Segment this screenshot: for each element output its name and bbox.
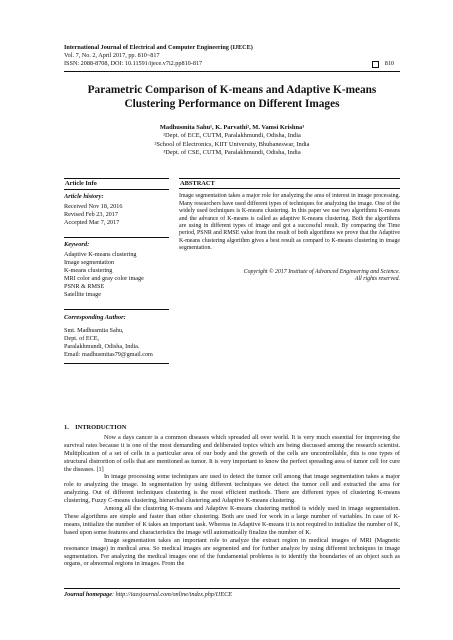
journal-homepage-link[interactable]: : http://iaesjournal.com/online/index.php/IJECE <box>111 591 233 598</box>
corresponding-dept: Dept. of ECE, <box>64 335 100 342</box>
keyword-item: MRI color and gray color image <box>64 275 144 282</box>
affiliation-1: ¹Dept. of ECE, CUTM, Paralakhmundi, Odisha, India <box>163 132 301 140</box>
abstract-text: Image segmentation takes a major role for analyzing the area of interest in image processing. Many researchers have used different types of techniques for analyzing the image. One of the widely used techniques is K-means clustering. In this paper we use two algorithms K-means and the advance of K-means is called as adaptive K-means clustering. Both the algorithms are using in different types of image and got a successful result. By comparing the Time period, PSNR and RMSE value from the result of both algorithms we prove that the Adaptive K-means clustering algorithm gives a best result as compard to K-means clustering in image segmentation. <box>179 193 400 252</box>
article-info-column <box>64 178 169 364</box>
author-block <box>64 124 400 157</box>
square-icon <box>372 61 379 68</box>
keyword-item: PSNR & RMSE <box>64 283 105 290</box>
copyright-line-2: All rights reserved. <box>354 276 400 283</box>
introduction-section <box>64 424 400 568</box>
journal-volume: Vol. 7, No. 2, April 2017, pp. 810~817 <box>64 52 160 60</box>
affiliation-2: ²School of Electronics, KIIT University, Bhubaneswar, India <box>154 140 310 148</box>
intro-paragraph: Now a days cancer is a common diseases which spreaded all over world. It is very much essential for improving the survival rates because it is one of the most demanding and deliberated topics which are being discussed among the research scientist. Multiplication of a set of cells in a particular area of our body and the growth of the cells are uncontrollable, this is one types of structural distrortion of cells that are mentioned as tumor. It is very important to know the perfect spreading area of tumor cell for cure the diseases. [1] <box>64 433 400 473</box>
introduction-heading: 1. INTRODUCTION <box>64 424 127 431</box>
history-heading: Article history: <box>64 193 104 200</box>
journal-name: International Journal of Electrical and Computer Engineering (IJECE) <box>64 44 253 51</box>
corresponding-name: Smt. Madhusmita Sahu, <box>64 327 124 334</box>
page-number: 810 <box>384 60 394 68</box>
journal-header <box>64 44 394 69</box>
keyword-item: Image segmentation <box>64 259 114 266</box>
keyword-heading: Keyword: <box>64 241 90 248</box>
keyword-item: Satellite image <box>64 291 101 298</box>
corresponding-heading: Corresponding Author: <box>64 314 126 321</box>
article-info-heading: Article Info <box>64 178 169 190</box>
copyright-notice <box>179 269 400 284</box>
corresponding-email[interactable]: Email: madhusmitas79@gmail.com <box>64 351 153 358</box>
copyright-line-1: Copyright © 2017 Institute of Advanced Engineering and Science. <box>243 268 400 275</box>
abstract-heading: ABSTRACT <box>179 178 400 189</box>
history-received: Received Nov 18, 2016 <box>64 203 123 210</box>
intro-paragraph: In image processing some techniques are used to detect the tumor cell among that image segmentation takes a major role to analyzing the image. In segmentation by using different techniques we detect the tumor cell and extracted the area for analyzing. Out of different techniques clustering is the most efficient methods. There are different types of clustering K-means clustering, Fuzzy C-means clustering, hierarchal clustering and Adaptive K-means clustering. <box>64 473 400 505</box>
keyword-item: K-means clustering <box>64 267 113 274</box>
header-divider <box>64 71 400 72</box>
intro-paragraph: Image segmentation takes an important role to analyze the extract region in medical images of MRI (Magnetic resonance image) in medical area. So medical images are segmented and for further analyze by using different techniques in image segmentation. For analyzing the medical images one of the fundamental problems is to identify the boundaries of an object such as organs, or abnormal regions in images. From the <box>64 536 400 568</box>
keyword-item: Adaptive K-means clustering <box>64 251 137 258</box>
corresponding-address: Paralakhmundi, Odisha, India. <box>64 343 140 350</box>
footer-label: Journal homepage <box>64 591 112 598</box>
author-names: Madhusmita Sahu¹, K. Parvathi², M. Vamsi Krishna³ <box>159 124 305 131</box>
affiliation-3: ³Dept. of CSE, CUTM, Paralakhmundi, Odisha, India <box>163 148 301 156</box>
abstract-column <box>179 178 400 283</box>
history-accepted: Accepted Mar 7, 2017 <box>64 219 120 226</box>
page-footer <box>64 588 400 598</box>
history-revised: Revised Feb 23, 2017 <box>64 211 118 218</box>
keyword-list <box>64 251 169 299</box>
journal-issn: ISSN: 2088-8708, DOI: 10.11591/ijece.v7i2.pp810-817 <box>64 60 203 68</box>
intro-paragraph: Among all the clustering K-means and Adaptive K-means clustering method is widely used in image segmentation. These algorithms are simple and faster than other clustering. Both are used for work in a large number of variables. In case of K-means, initialize the number of K takes an important task. Whereas in Adaptive K-means it is not required to initialize the number of K, based upon some features and characteristics the image will automatically finalize the number of K. <box>64 505 400 536</box>
paper-title: Parametric Comparison of K-means and Adaptive K-means Clustering Performance on Different Images <box>87 84 377 110</box>
